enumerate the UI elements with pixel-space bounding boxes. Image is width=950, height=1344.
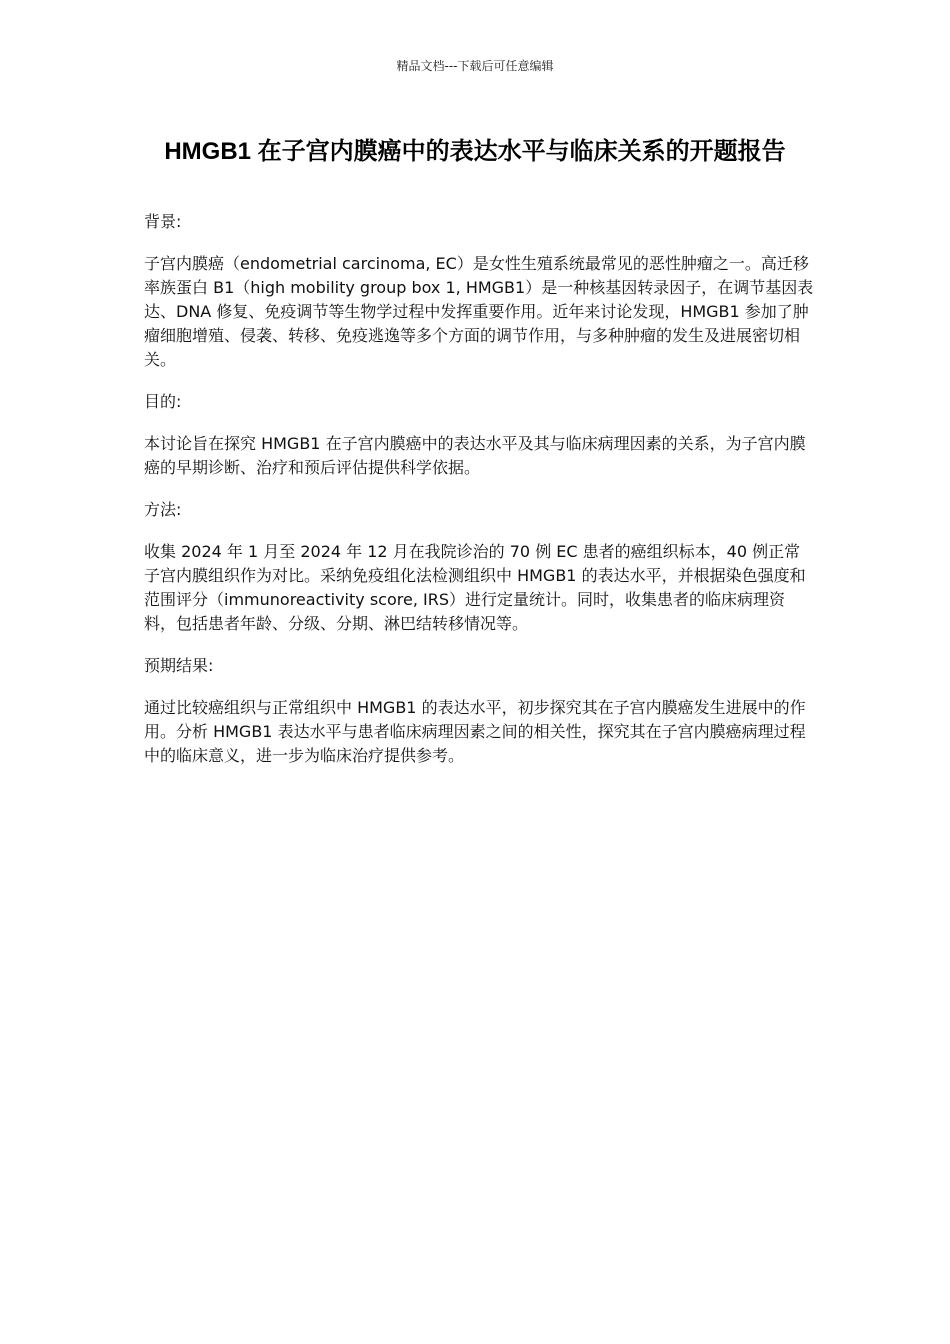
paragraph-expected-results: 通过比较癌组织与正常组织中 HMGB1 的表达水平，初步探究其在子宫内膜癌发生进展中的作用。分析 HMGB1 表达水平与患者临床病理因素之间的相关性，探究其在子宫内膜癌病理过程中的临床意义，进一步为临床治疗提供参考。	[144, 698, 806, 765]
section-objective	[144, 390, 816, 480]
section-expected-results	[144, 654, 816, 768]
section-heading-background: 背景:	[144, 212, 182, 231]
paragraph-background: 子宫内膜癌（endometrial carcinoma, EC）是女性生殖系统最常见的恶性肿瘤之一。高迁移率族蛋白 B1（high mobility group box 1, HMGB1）是一种核基因转录因子，在调节基因表达、DNA 修复、免疫调节等生物学过程中发挥重要作用。近年来讨论发现，HMGB1 参加了肿瘤细胞增殖、侵袭、转移、免疫逃逸等多个方面的调节作用，与多种肿瘤的发生及进展密切相关。	[144, 254, 814, 369]
paragraph-methods: 收集 2024 年 1 月至 2024 年 12 月在我院诊治的 70 例 EC 患者的癌组织标本，40 例正常子宫内膜组织作为对比。采纳免疫组化法检测组织中 HMGB1 的表达水平，并根据染色强度和范围评分（immunoreactivity score, IRS）进行定量统计。同时，收集患者的临床病理资料，包括患者年龄、分级、分期、淋巴结转移情况等。	[144, 542, 806, 633]
section-methods	[144, 498, 816, 636]
section-heading-objective: 目的:	[144, 392, 182, 411]
section-heading-methods: 方法:	[144, 500, 182, 519]
section-heading-expected-results: 预期结果:	[144, 656, 214, 675]
document-title: HMGB1 在子宫内膜癌中的表达水平与临床关系的开题报告	[164, 138, 786, 165]
section-background	[144, 210, 816, 372]
document-body	[144, 210, 816, 786]
paragraph-objective: 本讨论旨在探究 HMGB1 在子宫内膜癌中的表达水平及其与临床病理因素的关系，为子宫内膜癌的早期诊断、治疗和预后评估提供科学依据。	[144, 434, 806, 477]
page-header-note: 精品文档---下载后可任意编辑	[396, 59, 554, 73]
